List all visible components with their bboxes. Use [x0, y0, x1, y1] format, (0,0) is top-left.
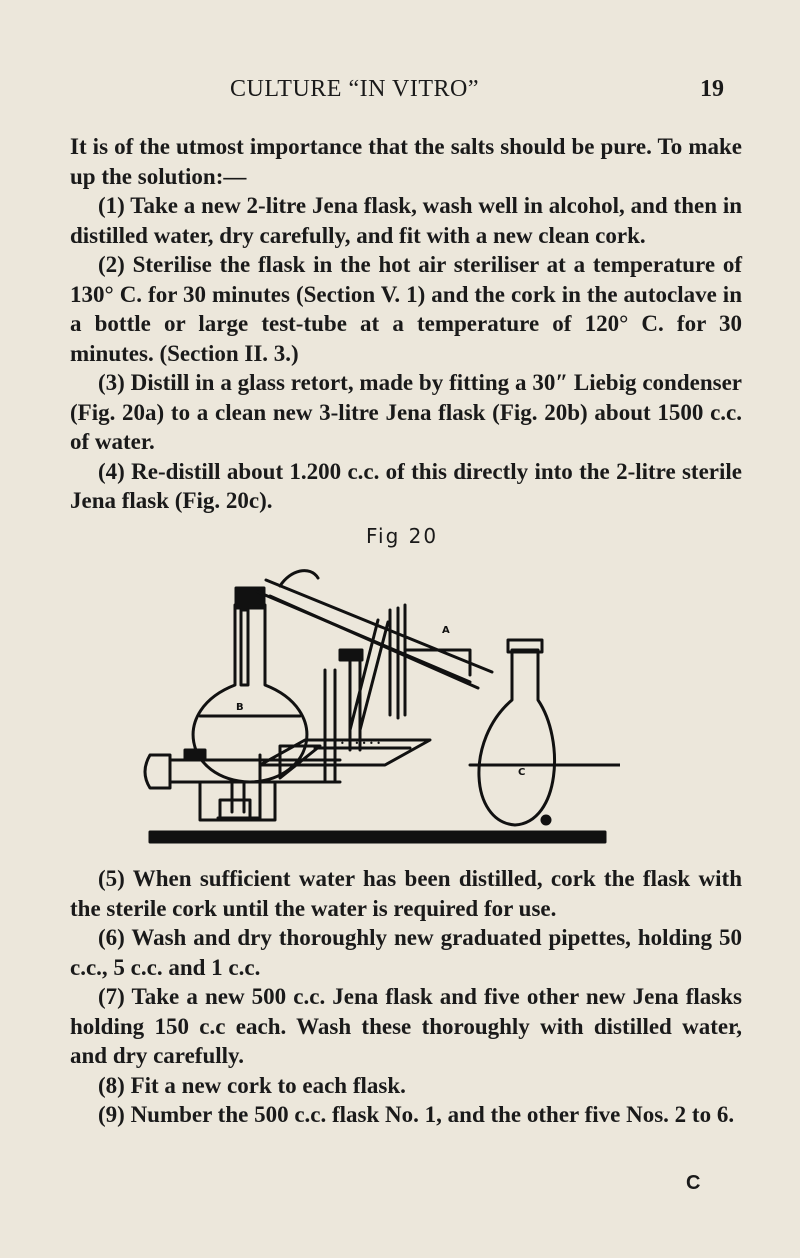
svg-text:• • • • • •: • • • • • • — [340, 739, 382, 748]
paragraph-step-2: (2) Sterilise the flask in the hot air steriliser at a temperature of 130° C. for 30 minutes (Section V. 1) and the cork in the autoclave in a bottle or large test-tube at a temperature of 120° C. for 30 minutes. (Section II. 3.) — [70, 252, 742, 366]
burner-stand — [145, 755, 170, 788]
retort-flask — [193, 605, 307, 782]
paragraph-step-4: (4) Re-distill about 1.200 c.c. of this directly into the 2-litre sterile Jena flask (Fig. 20c). — [70, 458, 742, 513]
paragraph-step-7: (7) Take a new 500 c.c. Jena flask and five other new Jena flasks holding 150 c.c each. Wash these thoroughly with distilled water, and dry carefully. — [70, 984, 742, 1068]
text-block-top — [70, 132, 742, 516]
paragraph-step-6: (6) Wash and dry thoroughly new graduated pipettes, holding 50 c.c., 5 c.c. and 1 c.c. — [70, 925, 742, 980]
figure-label: Fig 20 — [366, 524, 439, 548]
paragraph-step-1: (1) Take a new 2-litre Jena flask, wash well in alcohol, and then in distilled water, dry carefully, and fit with a new clean cork. — [70, 193, 742, 248]
receiving-flask — [479, 650, 555, 825]
distillation-apparatus-figure — [140, 550, 620, 850]
label-c: C — [518, 767, 526, 778]
paragraph-step-3: (3) Distill in a glass retort, made by fitting a 30″ Liebig condenser (Fig. 20a) to a clean new 3-litre Jena flask (Fig. 20b) about 1500 c.c. of water. — [70, 370, 742, 454]
paragraph-intro: It is of the utmost importance that the salts should be pure. To make up the solution:— — [70, 134, 742, 189]
running-title: CULTURE “IN VITRO” — [230, 76, 479, 102]
page-number: 19 — [700, 76, 724, 102]
text-block-bottom — [70, 864, 742, 1130]
paragraph-step-5: (5) When sufficient water has been distilled, cork the flask with the sterile cork until the water is required for use. — [70, 866, 742, 921]
bench-bar — [150, 832, 605, 842]
label-a: A — [442, 625, 450, 636]
paragraph-step-8: (8) Fit a new cork to each flask. — [98, 1072, 406, 1098]
signature-mark: C — [686, 1172, 701, 1194]
label-b: B — [236, 702, 244, 713]
paragraph-step-9: (9) Number the 500 c.c. flask No. 1, and the other five Nos. 2 to 6. — [98, 1102, 735, 1127]
flask-neck-cork — [236, 588, 264, 608]
